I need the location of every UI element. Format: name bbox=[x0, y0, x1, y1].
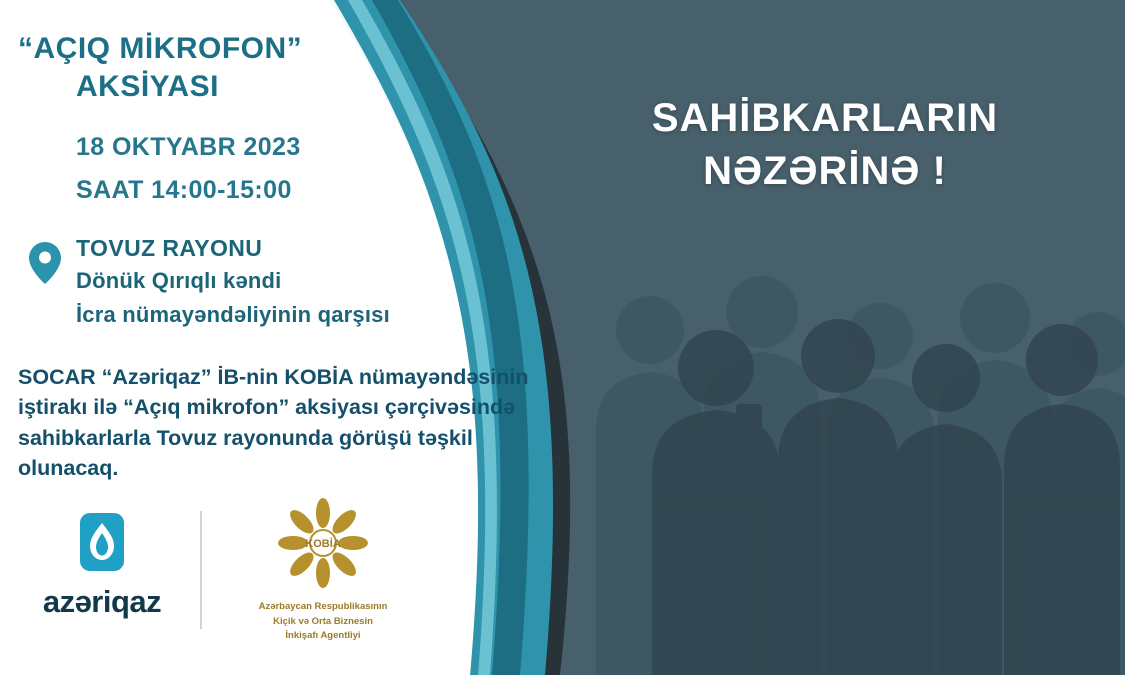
location-sub-2: İcra nümayəndəliyinin qarşısı bbox=[76, 301, 390, 327]
azeriqaz-flame-icon bbox=[74, 511, 130, 573]
crowd-silhouettes bbox=[596, 276, 1125, 675]
kobia-flower-icon bbox=[277, 497, 369, 589]
map-pin-icon bbox=[28, 241, 62, 285]
headline-line-2: NƏZƏRİNƏ ! bbox=[703, 148, 947, 193]
poster-title-line-2: AKSİYASI bbox=[76, 70, 219, 104]
azeriqaz-wordmark: azəriqaz bbox=[42, 584, 162, 620]
logo-divider bbox=[200, 511, 202, 629]
location-sub-1: Dönük Qırıqlı kəndi bbox=[76, 267, 282, 293]
logo-row bbox=[18, 497, 418, 643]
kobia-caption-line-2: Kiçik və Orta Biznesin bbox=[273, 615, 373, 627]
left-content-column bbox=[18, 30, 578, 484]
event-date: 18 OKTYABR 2023 bbox=[76, 132, 301, 161]
headline bbox=[565, 92, 1085, 198]
event-time: SAAT 14:00-15:00 bbox=[76, 175, 292, 204]
kobia-caption-line-1: Azərbaycan Respublikasının bbox=[258, 601, 388, 613]
kobia-caption bbox=[228, 600, 418, 643]
kobia-mark-text: KOBİA bbox=[305, 538, 341, 551]
kobia-caption-line-3: İnkişafı Agentliyi bbox=[285, 629, 361, 641]
azeriqaz-logo bbox=[18, 497, 186, 620]
kobia-logo bbox=[228, 497, 418, 643]
headline-line-1: SAHİBKARLARIN bbox=[651, 96, 999, 140]
poster-title-line-1: “AÇIQ MİKROFON” bbox=[18, 32, 303, 65]
poster-body-text: SOCAR “Azəriqaz” İB-nin KOBİA nümayəndəsinin iştirakı ilə “Açıq mikrofon” aksiyası çərçivəsində sahibkarlarla Tovuz rayonunda görüşü təşkil olunacaq. bbox=[18, 364, 529, 481]
location-block bbox=[18, 235, 578, 328]
location-main: TOVUZ RAYONU bbox=[76, 234, 263, 261]
